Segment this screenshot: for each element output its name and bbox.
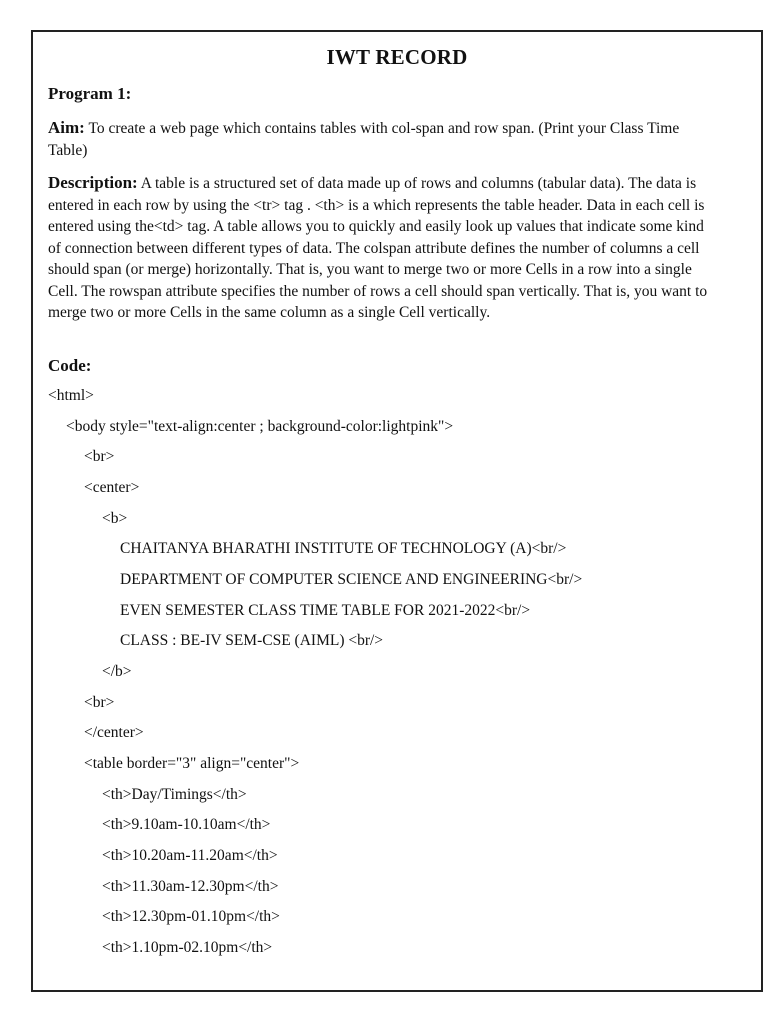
code-line: <th>9.10am-10.10am</th> [102, 816, 271, 833]
description-label: Description: [48, 173, 138, 192]
description-paragraph [48, 172, 708, 324]
code-line: <center> [84, 479, 140, 496]
code-line: </center> [84, 724, 144, 741]
code-line: <body style="text-align:center ; background-color:lightpink"> [66, 418, 454, 435]
code-line: <br> [84, 448, 115, 465]
code-line: <th>Day/Timings</th> [102, 786, 247, 803]
code-line: <th>1.10pm-02.10pm</th> [102, 939, 273, 956]
code-line: CHAITANYA BHARATHI INSTITUTE OF TECHNOLOGY (A)<br/> [120, 540, 567, 557]
code-line: EVEN SEMESTER CLASS TIME TABLE FOR 2021-2022<br/> [120, 602, 531, 619]
code-label: Code: [48, 356, 92, 375]
page-title: IWT RECORD [326, 45, 468, 69]
code-line: <th>11.30am-12.30pm</th> [102, 878, 279, 895]
program-heading: Program 1: [48, 84, 132, 103]
code-line: <html> [48, 387, 94, 404]
code-line: <br> [84, 694, 115, 711]
aim-label: Aim: [48, 118, 85, 137]
code-line: <table border="3" align="center"> [84, 755, 300, 772]
code-line: </b> [102, 663, 132, 680]
code-line: <b> [102, 510, 128, 527]
code-line: <th>10.20am-11.20am</th> [102, 847, 278, 864]
aim-paragraph [48, 117, 708, 162]
code-line: DEPARTMENT OF COMPUTER SCIENCE AND ENGINEERING<br/> [120, 571, 583, 588]
code-line: <th>12.30pm-01.10pm</th> [102, 908, 280, 925]
description-text: A table is a structured set of data made up of rows and columns (tabular data). The data is entered in each row by using the <tr> tag . <th> is a which represents the table header. Data in each cell is entered using the<td> tag. A table allows you to quickly and easily look up values that indicate some kind of connection between different types of data. The colspan attribute defines the number of columns a cell should span (or merge) horizontally. That is, you want to merge two or more Cells in a row into a single Cell. The rowspan attribute specifies the number of rows a cell should span vertically. That is, you want to merge two or more Cells in the same column as a single Cell vertically. [48, 175, 708, 321]
aim-text: To create a web page which contains tables with col-span and row span. (Print your Class Time Table) [48, 120, 680, 159]
code-line: CLASS : BE-IV SEM-CSE (AIML) <br/> [120, 632, 384, 649]
document-page [31, 30, 763, 992]
